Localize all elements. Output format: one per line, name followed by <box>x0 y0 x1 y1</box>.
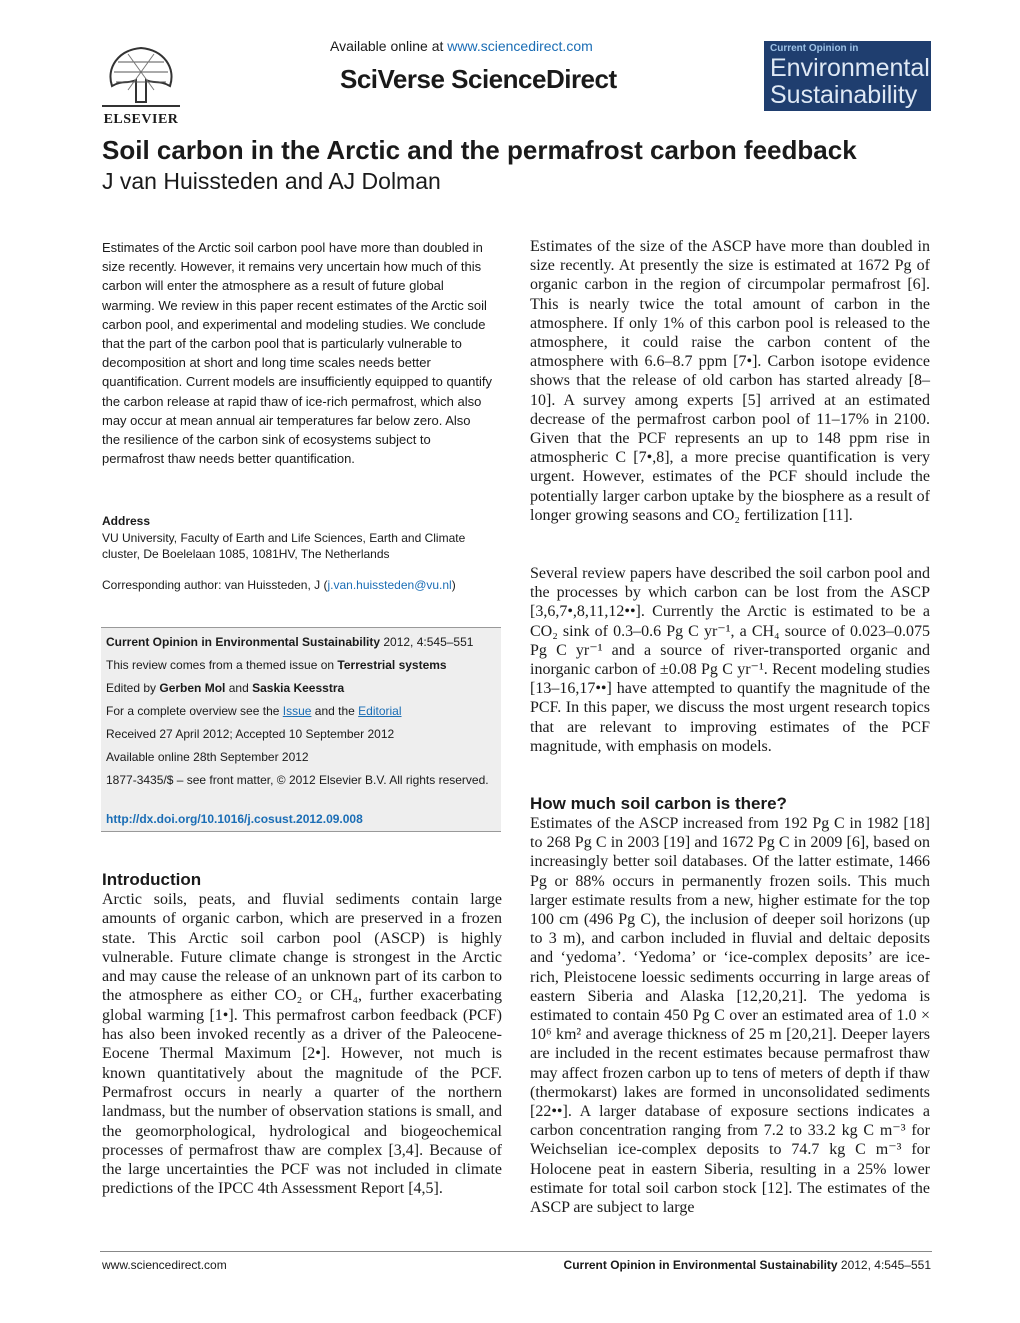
journal-badge-line2: Sustainability <box>770 81 918 109</box>
doi-link[interactable]: http://dx.doi.org/10.1016/j.cosust.2012.09.008 <box>106 812 363 826</box>
received-line: Received 27 April 2012; Accepted 10 September 2012 <box>106 727 395 741</box>
sciencedirect-link[interactable]: www.sciencedirect.com <box>447 38 593 54</box>
abstract: Estimates of the Arctic soil carbon pool have more than doubled in size recently. However, it remains very uncertain how much of this carbon will enter the atmosphere as a result of future global warming. We review in this paper recent estimates of the Arctic soil carbon pool, and experimental and modeling studies. We conclude that the part of the carbon pool that is particularly vulnerable to decomposition at short and long time scales needs better quantification. Current models are insufficiently equipped to quantify the carbon release at rapid thaw of ice-rich permafrost, which also may occur at mean annual air temperatures far below zero. Also the resilience of the carbon sink of ecosystems subject to permafrost thaw needs better quantification. <box>102 240 492 467</box>
themed-prefix: This review comes from a themed issue on <box>106 658 338 672</box>
journal-badge-small: Current Opinion in <box>770 43 859 54</box>
citation: 2012, 4:545–551 <box>380 635 474 649</box>
available-online <box>330 38 630 54</box>
available-line: Available online 28th September 2012 <box>106 750 309 764</box>
sciencedirect-brand: SciVerse ScienceDirect <box>340 64 617 94</box>
themed-topic: Terrestrial systems <box>337 658 447 672</box>
corresponding-prefix: Corresponding author: van Huissteden, J ( <box>102 578 328 592</box>
corresponding-author <box>102 578 494 592</box>
issue-link[interactable]: Issue <box>282 704 312 718</box>
footer-website: www.sciencedirect.com <box>102 1258 227 1272</box>
address-label: Address <box>102 514 151 528</box>
editors-line <box>106 680 496 696</box>
corresponding-suffix: ) <box>451 578 456 592</box>
article-authors: J van Huissteden and AJ Dolman <box>102 168 441 194</box>
editor-and: and <box>225 681 253 695</box>
right-paragraph-2: Several review papers have described the soil carbon pool and the processes by which carbon can be lost from the ASCP [3,6,7•,8,11,12••]. Currently the Arctic is estimated to be a CO₂ sink of 0.3–0.6 Pg C yr⁻¹, a CH₄ source of 0.023–0.075 Pg C yr⁻¹ and a source of river-transported organic and inorganic carbon of ±0.08 Pg C yr⁻¹. Recent modeling studies [13–16,17••] have attempted to quantify the magnitude of the PCF. In this paper, we discuss the most urgent research topics that are relevant to improving estimates of the PCF magnitude, with emphasis on models. <box>530 565 930 755</box>
footer-citation <box>500 1258 931 1272</box>
publisher-name: ELSEVIER <box>103 112 179 127</box>
copyright-line: 1877-3435/$ – see front matter, © 2012 Elsevier B.V. All rights reserved. <box>106 773 489 787</box>
overview-line <box>106 703 496 719</box>
overview-prefix: For a complete overview see the <box>106 704 283 718</box>
footer-citation-detail: 2012, 4:545–551 <box>837 1258 931 1272</box>
themed-issue-line <box>106 657 496 673</box>
journal-badge <box>764 41 931 111</box>
citation-line <box>106 634 496 650</box>
edited-prefix: Edited by <box>106 681 160 695</box>
overview-and: and the <box>311 704 359 718</box>
editor-1: Gerben Mol <box>159 681 226 695</box>
footer-divider <box>100 1251 932 1252</box>
tree-icon <box>98 40 184 112</box>
corresponding-email-link[interactable]: j.van.huissteden@vu.nl <box>327 578 452 592</box>
right-paragraph-3: Estimates of the ASCP increased from 192 Pg C in 1982 [18] to 268 Pg C in 2003 [19] and 1672 Pg C in 2009 [6], based on increasingly better soil databases. Of the latter estimate, 1466 Pg or 88% occurs in permanently frozen soils. This much larger estimate results from a new, higher estimate for the top 100 cm (496 Pg C), the inclusion of deeper soil horizons (up to 3 m), and carbon included in fluvial and deltaic deposits and ‘yedoma’. ‘Yedoma’ or ‘ice-complex deposits’ are ice-rich, Pleistocene loessic sediments occurring in large areas of eastern Siberia and Alaska [12,20,21]. The yedoma is estimated to contain 450 Pg C over an estimated area of 1.0 × 10⁶ km² and average thickness of 25 m [20,21]. Deeper layers are included in the recent estimates because permafrost thaw may affect frozen carbon up to tens of meters of depth if thaw (thermokarst) lakes are formed in unconsolidated sediments [22••]. A larger database of exposure sections indicates a carbon concentration ranging from 7.2 to 33.2 kg C m⁻³ for Weichselian ice-complex deposits to 74.7 kg C m⁻³ for Holocene peat in eastern Siberia, resulting in a 25% lower estimate for total soil carbon stock [12]. The estimates of the ASCP are subject to large <box>530 815 930 1217</box>
journal-badge-line1: Environmental <box>770 54 930 82</box>
intro-paragraph: Arctic soils, peats, and fluvial sediments contain large amounts of organic carbon, which are preserved in a frozen state. This Arctic soil carbon pool (ASCP) is highly vulnerable. Future climate change is strongest in the Arctic and may cause the release of an unknown part of its carbon to the atmosphere as either CO₂ or CH₄, further exacerbating global warming [1•]. This permafrost carbon feedback (PCF) has also been invoked recently as a driver of the Paleocene-Eocene Thermal Maximum [2•]. However, not much is known quantitatively about the magnitude of the PCF. Permafrost occurs in nearly a quarter of the northern landmass, but the number of observation stations is small, and the geomorphological, hydrological and biogeochemical processes of permafrost thaw are complex [3,4]. Because of the large uncertainties the PCF was not included in climate predictions of the IPCC 4th Assessment Report [4,5]. <box>102 891 502 1198</box>
right-paragraph-1: Estimates of the size of the ASCP have more than doubled in size recently. At presently the size is estimated at 1672 Pg of organic carbon in the region of circumpolar permafrost [6]. This is nearly twice the total amount of carbon in the atmosphere. If only 1% of this carbon pool is released to the atmosphere, it could raise the carbon content of the atmosphere with 6.6–8.7 ppm [7•]. Carbon isotope evidence shows that the release of old carbon has started already [8–10]. A survey among experts [5] arrived at an estimated decrease of the permafrost carbon pool of 11–17% in 2100. Given that the PCF represents an up to 148 ppm rise in atmospheric C [7•,8], a more precise quantification is very urgent. However, estimates of the PCF should include the potentially larger carbon uptake by the biosphere as a result of longer growing seasons and CO₂ fertilization [11]. <box>530 238 930 524</box>
journal-name: Current Opinion in Environmental Sustainability <box>106 635 381 649</box>
footer-journal: Current Opinion in Environmental Sustainability <box>563 1258 838 1272</box>
editor-2: Saskia Keesstra <box>252 681 345 695</box>
available-prefix: Available online at <box>330 38 448 54</box>
section-heading-soil-carbon: How much soil carbon is there? <box>530 794 787 813</box>
editorial-link[interactable]: Editorial <box>358 704 402 718</box>
article-info-box <box>101 627 501 832</box>
address-text: VU University, Faculty of Earth and Life Sciences, Earth and Climate cluster, De Boelelaan 1085, 1081HV, The Netherlands <box>102 531 466 561</box>
article-title: Soil carbon in the Arctic and the permafrost carbon feedback <box>102 135 857 165</box>
intro-heading: Introduction <box>102 870 202 889</box>
